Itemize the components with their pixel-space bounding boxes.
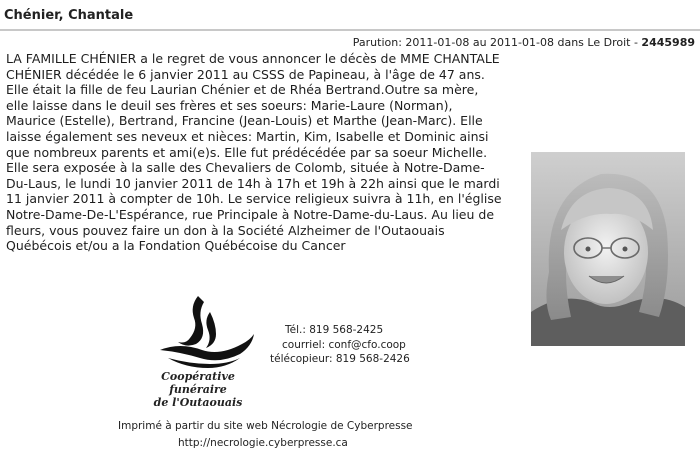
cooperative-logo bbox=[150, 294, 260, 368]
phone-number: Tél.: 819 568-2425 bbox=[285, 324, 384, 336]
footer-source: Imprimé à partir du site web Nécrologie de Cyberpresse bbox=[118, 420, 413, 432]
obituary-text: LA FAMILLE CHÉNIER a le regret de vous annoncer le décès de MME CHANTALE CHÉNIER décédée le 6 janvier 2011 au CSSS de Papineau, à l'âge de 47 ans. Elle était la fille de feu Laurian Chénier et de Rhéa Bertrand.Outre sa mère, elle laisse dans le deuil ses frères et ses soeurs: Marie-Laure (Norman), Maurice (Estelle), Bertrand, Francine (Jean-Louis) et Marthe (Jean-Marc). Elle laisse également ses neveux et nièces: Martin, Kim, Isabelle et Dominic ainsi que nombreux parents et ami(e)s. Elle fut prédécédée par sa soeur Michelle. Elle sera exposée à la salle des Chevaliers de Colomb, située à Notre-Dame-Du-Laus, le lundi 10 janvier 2011 de 14h à 17h et 19h à 22h ainsi que le mardi 11 janvier 2011 à compter de 10h. Le service religieux suivra à 11h, en l'église Notre-Dame-De-L'Espérance, rue Principale à Notre-Dame-du-Laus. Au lieu de fleurs, vous pouvez faire un don à la Société Alzheimer de l'Outaouais Québécois et/ou a la Fondation Québécoise du Cancer bbox=[6, 51, 502, 254]
cooperative-name-line2: de l'Outaouais bbox=[153, 396, 243, 409]
publication-info bbox=[353, 36, 695, 49]
page-title: Chénier, Chantale bbox=[4, 8, 134, 23]
deceased-photo bbox=[531, 152, 685, 346]
publication-dates: Parution: 2011-01-08 au 2011-01-08 dans Le Droit - bbox=[352, 36, 642, 49]
cooperative-name-line1: Coopérative funéraire bbox=[161, 370, 235, 396]
fax-number: télécopieur: 819 568-2426 bbox=[270, 353, 410, 365]
contact-info bbox=[270, 323, 410, 367]
notice-id: 2445989 bbox=[641, 36, 695, 49]
cooperative-name bbox=[133, 370, 263, 409]
header-divider bbox=[0, 29, 700, 31]
email-address: courriel: conf@cfo.coop bbox=[282, 338, 406, 351]
footer-url: http://necrologie.cyberpresse.ca bbox=[178, 437, 348, 449]
